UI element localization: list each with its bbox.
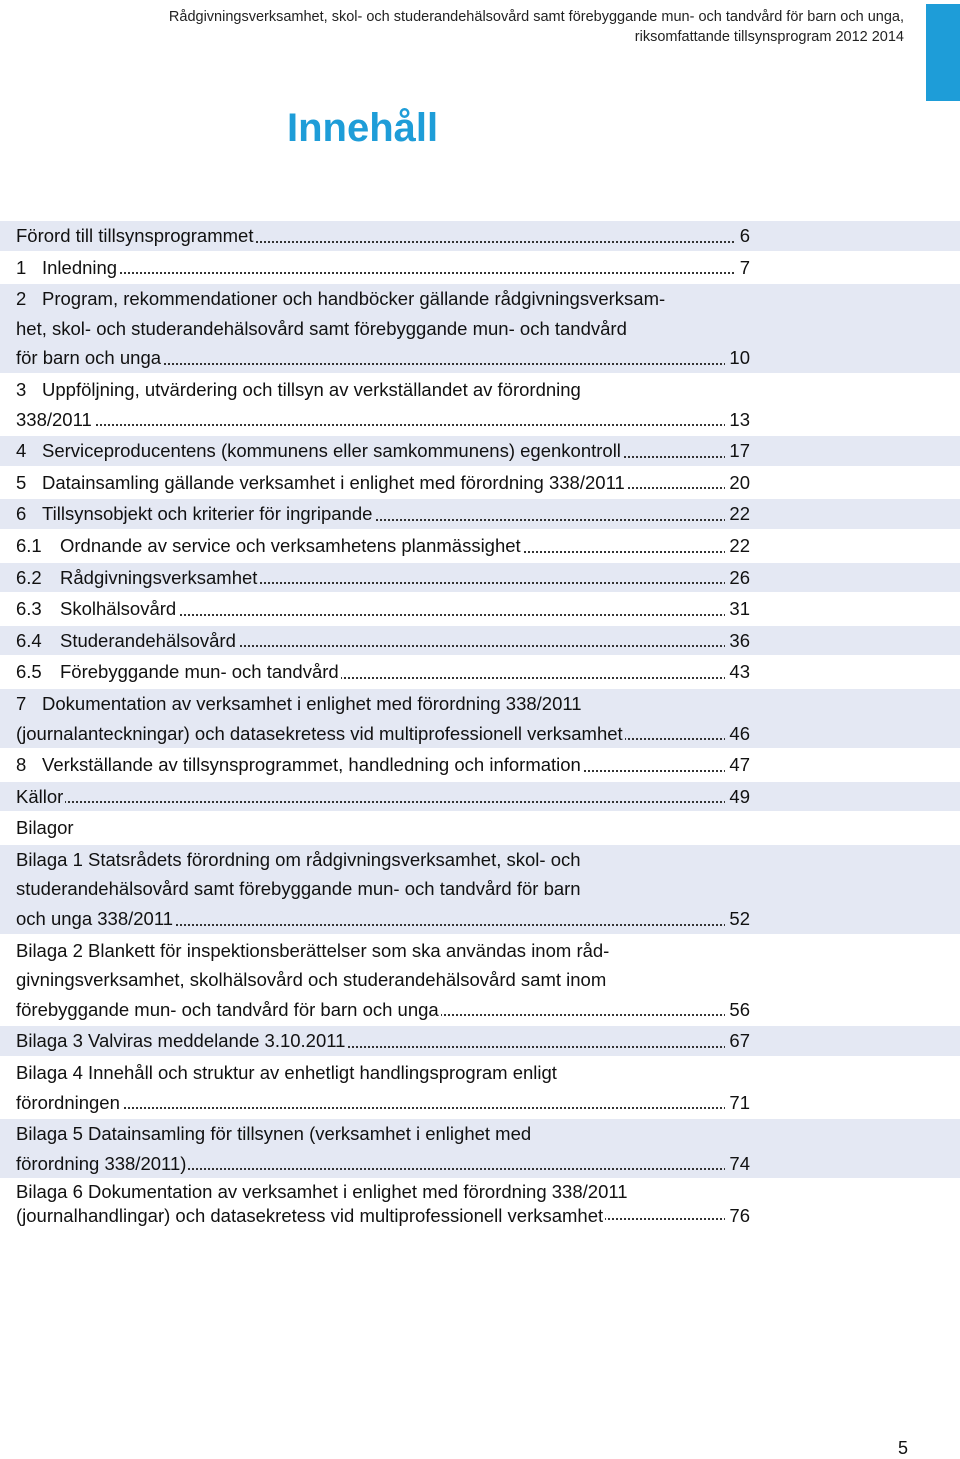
toc-line [16, 1149, 750, 1179]
toc-page-number: 67 [725, 1026, 750, 1056]
toc-title: Bilaga 6 Dokumentation av verksamhet i enlighet med förordning 338/2011 [16, 1181, 628, 1203]
toc-page-number: 13 [725, 405, 750, 435]
toc-entry[interactable] [0, 843, 960, 934]
corner-tab [926, 4, 960, 101]
toc-text [16, 1181, 628, 1202]
toc-text [16, 1205, 605, 1226]
toc-number: 6.4 [16, 629, 42, 651]
toc-text [16, 409, 94, 430]
toc-title: Bilaga 1 Statsrådets förordning om rådgivningsverksamhet, skol- och [16, 848, 581, 870]
toc-entry[interactable] [0, 811, 960, 843]
toc-line [16, 1026, 750, 1056]
toc-title: Bilaga 5 Datainsamling för tillsynen (verksamhet i enlighet med [16, 1123, 532, 1145]
toc-line [16, 1058, 750, 1088]
toc-number: 4 [16, 440, 27, 462]
toc-page-number: 56 [725, 995, 750, 1025]
toc-line [16, 563, 750, 593]
toc-page-number: 36 [725, 626, 750, 656]
toc-text [16, 999, 441, 1020]
toc-text [16, 693, 582, 714]
toc-line [16, 1180, 750, 1204]
running-header-line-1: Rådgivningsverksamhet, skol- och studerandehälsovård samt förebyggande mun- och tandvård för barn och unga, [168, 9, 904, 25]
toc-line [16, 995, 750, 1025]
toc-title: Källor [16, 785, 64, 807]
toc-entry[interactable] [0, 373, 960, 434]
toc-title: för barn och unga [16, 347, 162, 369]
toc-number: 1 [16, 256, 27, 278]
toc-text [16, 1062, 557, 1083]
toc-page-number: 6 [736, 221, 750, 251]
toc-page-number: 49 [725, 782, 750, 812]
toc-entry[interactable] [0, 1056, 960, 1117]
toc-line [16, 436, 750, 466]
toc-entry[interactable] [0, 282, 960, 373]
dot-leader [16, 801, 750, 803]
toc-number: 6.2 [16, 566, 42, 588]
toc-text [16, 535, 523, 556]
toc-line [16, 531, 750, 561]
toc-line [16, 375, 750, 405]
toc-line [16, 343, 750, 373]
toc-text [16, 225, 255, 246]
toc-entry[interactable] [0, 434, 960, 466]
toc-title: förebyggande mun- och tandvård för barn och unga [16, 998, 439, 1020]
toc-entry[interactable] [0, 1178, 960, 1228]
toc-page-number: 43 [725, 657, 750, 687]
toc-text [16, 817, 74, 838]
toc-line [16, 936, 750, 966]
toc-line [16, 813, 750, 843]
toc-text [16, 288, 665, 309]
toc-page-number: 7 [736, 253, 750, 283]
toc-entry[interactable] [0, 748, 960, 780]
toc-page-number: 52 [725, 904, 750, 934]
toc-page-number: 20 [725, 468, 750, 498]
toc-line [16, 689, 750, 719]
toc-text [16, 347, 163, 368]
toc-line [16, 719, 750, 749]
toc-number: 6.5 [16, 661, 42, 683]
toc-number: 6.1 [16, 534, 42, 556]
toc-title: Bilaga 3 Valviras meddelande 3.10.2011 [16, 1030, 346, 1052]
toc-title: Förord till tillsynsprogrammet [16, 225, 254, 246]
toc-page-number: 22 [725, 531, 750, 561]
toc-page-number: 31 [725, 594, 750, 624]
toc-title: och unga 338/2011 [16, 908, 174, 930]
toc-text [16, 878, 581, 899]
toc-number: 3 [16, 378, 27, 400]
toc-text [16, 630, 238, 651]
toc-number: 6 [16, 503, 27, 525]
toc-text [16, 472, 627, 493]
toc-entry[interactable] [0, 687, 960, 748]
toc-title: 338/2011 [16, 408, 92, 430]
toc-title: Skolhälsovård [60, 598, 177, 620]
toc-title: Dokumentation av verksamhet i enlighet med förordning 338/2011 [42, 692, 582, 714]
toc-entry[interactable] [0, 497, 960, 529]
toc-entry[interactable] [0, 251, 960, 283]
toc-line [16, 405, 750, 435]
toc-page-number: 10 [725, 343, 750, 373]
toc-title: (journalanteckningar) och datasekretess vid multiprofessionell verksamhet [16, 722, 623, 744]
page-title: Innehåll [287, 106, 439, 150]
running-header-line-2: riksomfattande tillsynsprogram 2012 2014 [634, 29, 904, 45]
toc-line [16, 314, 750, 344]
toc-text [16, 754, 583, 775]
toc-text [16, 723, 625, 744]
toc-title: Tillsynsobjekt och kriterier för ingripande [42, 503, 373, 525]
table-of-contents [0, 221, 960, 1228]
toc-text [16, 908, 175, 929]
toc-entry[interactable] [0, 221, 960, 251]
toc-text [16, 503, 374, 524]
toc-entry[interactable] [0, 561, 960, 593]
toc-title: givningsverksamhet, skolhälsovård och studerandehälsovård samt inom [16, 969, 607, 991]
toc-text [16, 940, 609, 961]
running-header [44, 7, 904, 47]
toc-page-number: 74 [725, 1149, 750, 1179]
toc-text [16, 969, 606, 990]
toc-title: Inledning [42, 256, 118, 278]
toc-text [16, 1092, 122, 1113]
toc-page-number: 71 [725, 1088, 750, 1118]
toc-title: förordning 338/2011) [16, 1152, 187, 1174]
toc-line [16, 904, 750, 934]
toc-text [16, 379, 581, 400]
dot-leader [16, 1107, 750, 1109]
toc-text [16, 440, 623, 461]
toc-entry[interactable] [0, 1117, 960, 1178]
toc-text [16, 567, 259, 588]
toc-title: Bilagor [16, 817, 74, 839]
toc-text [16, 257, 119, 278]
toc-text [16, 1123, 531, 1144]
toc-page-number: 47 [725, 750, 750, 780]
toc-title: (journalhandlingar) och datasekretess vid multiprofessionell verksamhet [16, 1205, 604, 1227]
toc-text [16, 1153, 188, 1174]
toc-title: Studerandehälsovård [60, 629, 236, 651]
toc-line [16, 1088, 750, 1118]
toc-page-number: 46 [725, 719, 750, 749]
toc-entry[interactable] [0, 466, 960, 498]
toc-line [16, 845, 750, 875]
toc-line [16, 874, 750, 904]
toc-line [16, 1204, 750, 1228]
toc-entry[interactable] [0, 624, 960, 656]
toc-text [16, 598, 178, 619]
toc-entry[interactable] [0, 592, 960, 624]
toc-text [16, 849, 581, 870]
toc-page-number: 76 [725, 1204, 750, 1228]
toc-text [16, 661, 341, 682]
toc-entry[interactable] [0, 1024, 960, 1056]
toc-title: Datainsamling gällande verksamhet i enlighet med förordning 338/2011 [42, 471, 625, 493]
toc-line [16, 782, 750, 812]
toc-page-number: 22 [725, 499, 750, 529]
toc-number: 7 [16, 692, 27, 714]
toc-line [16, 253, 750, 283]
toc-title: förordningen [16, 1091, 120, 1113]
toc-text [16, 786, 65, 807]
toc-page-number: 26 [725, 563, 750, 593]
toc-text [16, 1030, 347, 1051]
toc-page-number: 17 [725, 436, 750, 466]
toc-number: 5 [16, 471, 27, 493]
toc-entry[interactable] [0, 934, 960, 1025]
toc-title: het, skol- och studerandehälsovård samt förebyggande mun- och tandvård [16, 317, 627, 339]
toc-entry[interactable] [0, 780, 960, 812]
toc-title: Bilaga 2 Blankett för inspektionsberättelser som ska användas inom råd- [16, 939, 610, 961]
page-number: 5 [897, 1438, 908, 1458]
toc-title: Rådgivningsverksamhet [60, 566, 258, 588]
dot-leader [16, 272, 750, 274]
toc-title: Förebyggande mun- och tandvård [60, 661, 339, 683]
toc-number: 6.3 [16, 598, 42, 620]
toc-number: 2 [16, 288, 27, 310]
toc-entry[interactable] [0, 655, 960, 687]
toc-text [16, 318, 627, 339]
dot-leader [16, 424, 750, 426]
toc-title: Bilaga 4 Innehåll och struktur av enhetligt handlingsprogram enligt [16, 1062, 557, 1084]
toc-line [16, 468, 750, 498]
toc-line [16, 594, 750, 624]
toc-line [16, 1119, 750, 1149]
toc-number: 8 [16, 754, 27, 776]
toc-title: Verkställande av tillsynsprogrammet, handledning och information [42, 754, 581, 776]
toc-line [16, 221, 750, 251]
toc-title: Uppföljning, utvärdering och tillsyn av verkställandet av förordning [42, 378, 581, 400]
toc-title: Serviceproducentens (kommunens eller samkommunens) egenkontroll [42, 440, 621, 462]
toc-line [16, 657, 750, 687]
toc-line [16, 965, 750, 995]
toc-line [16, 284, 750, 314]
toc-title: studerandehälsovård samt förebyggande mun- och tandvård för barn [16, 878, 581, 900]
toc-line [16, 499, 750, 529]
toc-line [16, 750, 750, 780]
toc-title: Program, rekommendationer och handböcker gällande rådgivningsverksam- [42, 288, 666, 310]
toc-title: Ordnande av service och verksamhetens planmässighet [60, 534, 521, 556]
toc-line [16, 626, 750, 656]
toc-entry[interactable] [0, 529, 960, 561]
